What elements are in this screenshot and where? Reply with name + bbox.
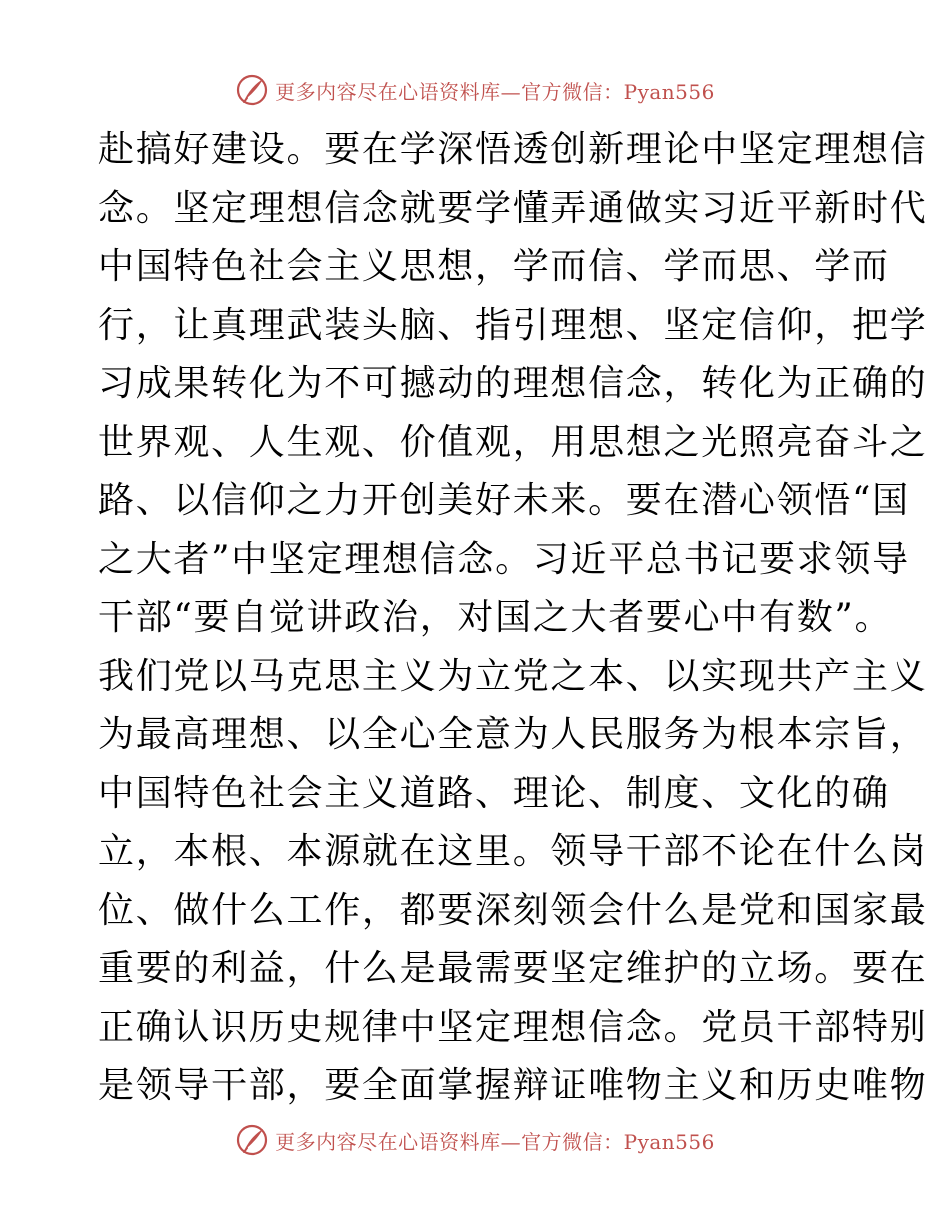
footer-watermark: [0, 1120, 950, 1160]
body-line: 路、以信仰之力开创美好未来。要在潜心领悟“国: [98, 480, 910, 521]
body-line: 念。坚定理想信念就要学懂弄通做实习近平新时代: [98, 187, 928, 229]
body-line: 赴搞好建设。要在学深悟透创新理论中坚定理想信: [98, 129, 928, 170]
document-body: [98, 121, 928, 1116]
watermark-text: 更多内容尽在心语资料库—官方微信：Pyan556: [275, 79, 715, 104]
body-line: 为最高理想、以全心全意为人民服务为根本宗旨，: [98, 714, 928, 755]
body-line: 位、做什么工作，都要深刻领会什么是党和国家最: [98, 889, 928, 931]
body-line: 是领导干部，要全面掌握辩证唯物主义和历史唯物: [98, 1065, 928, 1106]
body-line: 干部“要自觉讲政治，对国之大者要心中有数”。: [98, 597, 893, 638]
header-watermark: [0, 70, 950, 110]
body-line: 我们党以马克思主义为立党之本、以实现共产主义: [98, 655, 928, 697]
quill-logo-icon: [235, 73, 269, 107]
body-line: 重要的利益，什么是最需要坚定维护的立场。要在: [98, 948, 928, 989]
body-line: 正确认识历史规律中坚定理想信念。党员干部特别: [98, 1006, 928, 1048]
body-line: 行，让真理武装头脑、指引理想、坚定信仰，把学: [98, 304, 928, 346]
body-line: 立，本根、本源就在这里。领导干部不论在什么岗: [98, 831, 928, 872]
body-line: 世界观、人生观、价值观，用思想之光照亮奋斗之: [98, 421, 928, 463]
quill-logo-icon: [235, 1123, 269, 1157]
body-line: 中国特色社会主义道路、理论、制度、文化的确: [98, 772, 890, 814]
body-line: 之大者”中坚定理想信念。习近平总书记要求领导: [98, 538, 910, 580]
body-line: 中国特色社会主义思想，学而信、学而思、学而: [98, 246, 890, 287]
body-line: 习成果转化为不可撼动的理想信念，转化为正确的: [98, 363, 928, 404]
watermark-text: 更多内容尽在心语资料库—官方微信：Pyan556: [275, 1129, 715, 1154]
